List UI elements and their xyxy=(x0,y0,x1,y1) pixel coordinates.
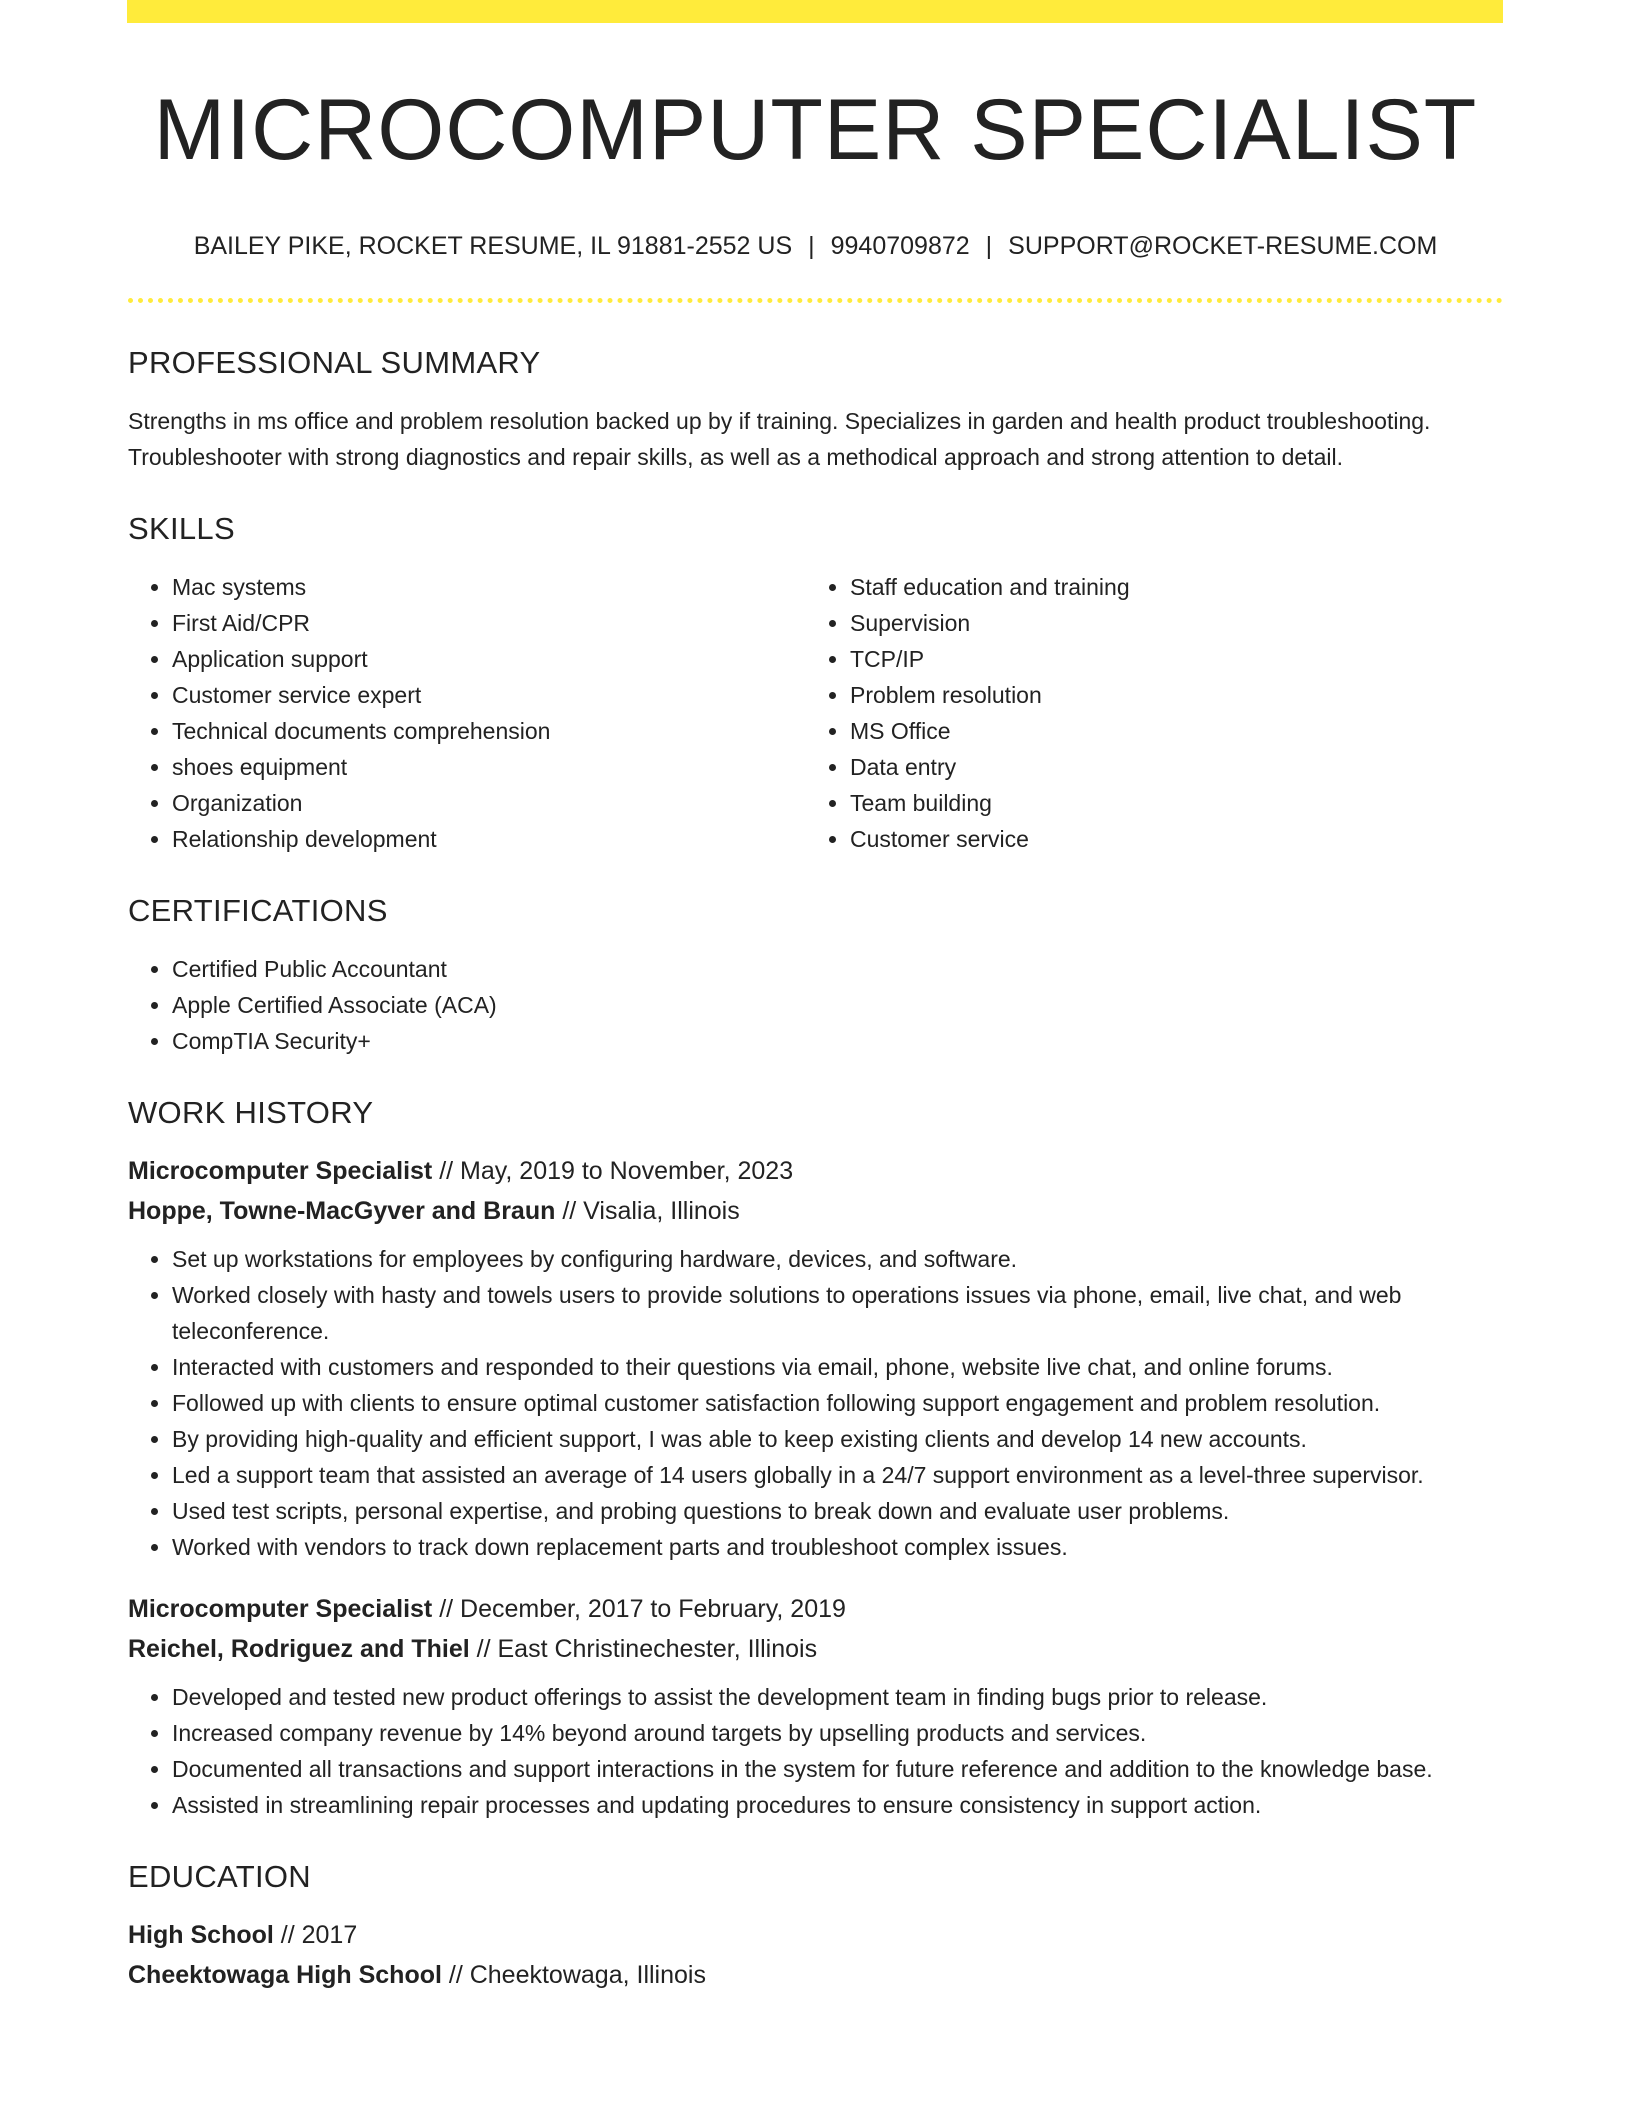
education-location: // Cheektowaga, Illinois xyxy=(441,1961,706,1989)
job-title-line xyxy=(128,1589,1503,1629)
work-history-heading: WORK HISTORY xyxy=(128,1095,374,1130)
contact-address: BAILEY PIKE, ROCKET RESUME, IL 91881-2552 US xyxy=(193,232,793,260)
certifications-heading: CERTIFICATIONS xyxy=(128,893,388,928)
job-bullet: • By providing high-quality and efficient support, I was able to keep existing clients and develop 14 new accounts. xyxy=(172,1421,1503,1457)
skill-item: • Technical documents comprehension xyxy=(172,713,806,749)
skill-item: • Staff education and training xyxy=(850,569,1484,605)
skill-item: • Relationship development xyxy=(172,821,806,857)
job-company: Hoppe, Towne-MacGyver and Braun xyxy=(128,1197,556,1225)
skill-item: • shoes equipment xyxy=(172,749,806,785)
certifications-list xyxy=(128,951,1503,1059)
education-section xyxy=(128,1857,1503,1995)
skills-list-right xyxy=(806,569,1484,857)
skills-list-left xyxy=(128,569,806,857)
job-company: Reichel, Rodriguez and Thiel xyxy=(128,1635,470,1663)
skill-item: • Application support xyxy=(172,641,806,677)
skill-item: • MS Office xyxy=(850,713,1484,749)
skill-item: • Customer service expert xyxy=(172,677,806,713)
job-location: // Visalia, Illinois xyxy=(555,1197,740,1225)
job-bullets xyxy=(128,1241,1503,1565)
skills-heading: SKILLS xyxy=(128,511,235,546)
job-bullet: • Followed up with clients to ensure optimal customer satisfaction following support engagement and problem resolution. xyxy=(172,1385,1503,1421)
job-bullet: • Interacted with customers and responded to their questions via email, phone, website live chat, and online forums. xyxy=(172,1349,1503,1385)
skill-item: • Customer service xyxy=(850,821,1484,857)
job-dates: // December, 2017 to February, 2019 xyxy=(432,1595,846,1623)
resume-content xyxy=(128,0,1503,1995)
job-dates: // May, 2019 to November, 2023 xyxy=(432,1157,794,1185)
education-school-line xyxy=(128,1955,1503,1995)
skill-item: • TCP/IP xyxy=(850,641,1484,677)
job-bullet: • Worked with vendors to track down replacement parts and troubleshoot complex issues. xyxy=(172,1529,1503,1565)
job-bullet: • Worked closely with hasty and towels users to provide solutions to operations issues via phone, email, live chat, and web teleconference. xyxy=(172,1277,1503,1349)
certifications-section xyxy=(128,891,1503,1059)
education-school: Cheektowaga High School xyxy=(128,1961,442,1989)
work-history-section xyxy=(128,1093,1503,1823)
skills-section xyxy=(128,509,1503,857)
certification-item: • Apple Certified Associate (ACA) xyxy=(172,987,1503,1023)
dotted-divider xyxy=(128,298,1503,303)
job-company-line xyxy=(128,1629,1503,1669)
job-bullet: • Increased company revenue by 14% beyond around targets by upselling products and services. xyxy=(172,1715,1503,1751)
job-bullet: • Developed and tested new product offerings to assist the development team in finding bugs prior to release. xyxy=(172,1679,1503,1715)
contact-phone: 9940709872 xyxy=(830,232,970,260)
certification-item: • Certified Public Accountant xyxy=(172,951,1503,987)
job-entry xyxy=(128,1589,1503,1823)
resume-title: MICROCOMPUTER SPECIALIST xyxy=(153,82,1478,178)
job-bullet: • Documented all transactions and support interactions in the system for future reference and addition to the knowledge base. xyxy=(172,1751,1503,1787)
job-title: Microcomputer Specialist xyxy=(128,1157,433,1185)
job-company-line xyxy=(128,1191,1503,1231)
job-bullet: • Used test scripts, personal expertise, and probing questions to break down and evaluate user problems. xyxy=(172,1493,1503,1529)
contact-line xyxy=(128,230,1503,262)
education-heading: EDUCATION xyxy=(128,1859,311,1894)
certification-item: • CompTIA Security+ xyxy=(172,1023,1503,1059)
skills-columns xyxy=(128,569,1503,857)
job-bullets xyxy=(128,1679,1503,1823)
job-title-line xyxy=(128,1151,1503,1191)
skill-item: • Problem resolution xyxy=(850,677,1484,713)
summary-text: Strengths in ms office and problem resolution backed up by if training. Specializes in garden and health product troubleshooting. Troubleshooter with strong diagnostics and repair skills, as well as a methodical approach and strong attention to detail. xyxy=(128,408,1431,470)
education-year: // 2017 xyxy=(273,1921,358,1949)
skill-item: • Mac systems xyxy=(172,569,806,605)
skill-item: • First Aid/CPR xyxy=(172,605,806,641)
job-location: // East Christinechester, Illinois xyxy=(469,1635,818,1663)
skill-item: • Data entry xyxy=(850,749,1484,785)
summary-heading: PROFESSIONAL SUMMARY xyxy=(128,345,541,380)
job-bullet: • Led a support team that assisted an average of 14 users globally in a 24/7 support environment as a level-three supervisor. xyxy=(172,1457,1503,1493)
contact-separator: | xyxy=(808,232,815,260)
skill-item: • Organization xyxy=(172,785,806,821)
contact-separator: | xyxy=(985,232,993,260)
skill-item: • Team building xyxy=(850,785,1484,821)
education-degree-line xyxy=(128,1915,1503,1955)
job-bullet: • Assisted in streamlining repair processes and updating procedures to ensure consistency in support action. xyxy=(172,1787,1503,1823)
job-bullet: • Set up workstations for employees by configuring hardware, devices, and software. xyxy=(172,1241,1503,1277)
job-entry xyxy=(128,1151,1503,1565)
education-degree: High School xyxy=(128,1921,274,1949)
job-title: Microcomputer Specialist xyxy=(128,1595,433,1623)
skill-item: • Supervision xyxy=(850,605,1484,641)
contact-email: SUPPORT@ROCKET-RESUME.COM xyxy=(1008,232,1438,260)
